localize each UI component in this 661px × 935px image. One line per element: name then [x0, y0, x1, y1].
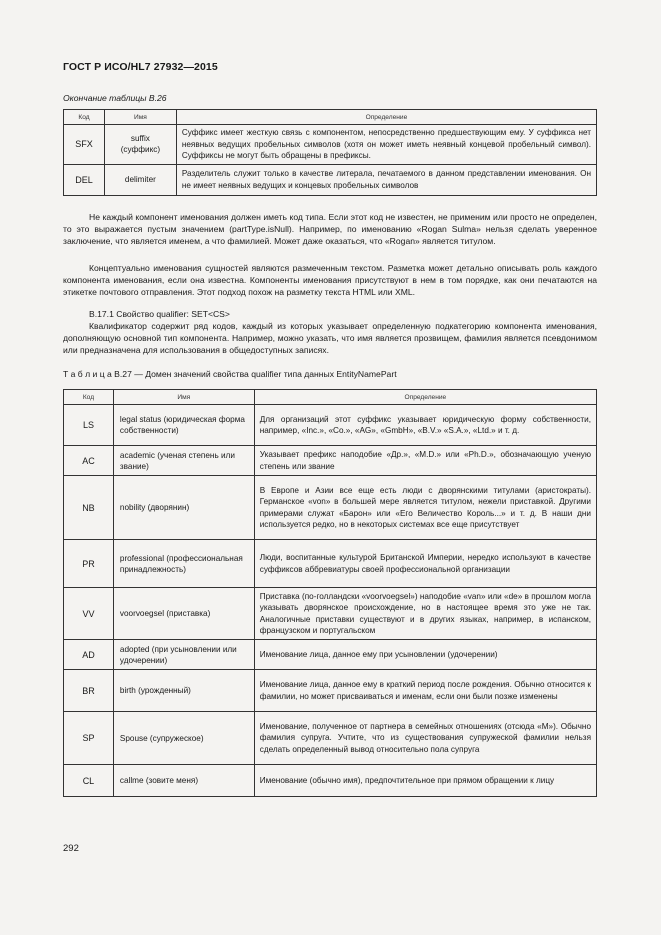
cell-definition: Именование лица, данное ему в краткий период после рождения. Обычно относится к фамилии, но может присваиваться и именам, если они были позже изменены	[254, 670, 596, 712]
cell-code: PR	[64, 540, 114, 588]
cell-name: nobility (дворянин)	[113, 476, 254, 540]
cell-code: VV	[64, 588, 114, 640]
section-heading: B.17.1 Свойство qualifier: SET<CS>	[89, 309, 230, 319]
table-row	[64, 476, 597, 540]
cell-definition: Разделитель служит только в качестве литерала, печатаемого в данном представлении именования. Он не имеет неявных ведущих и концевых пробельных символов	[176, 164, 596, 195]
table-row	[64, 446, 597, 476]
paragraph: Не каждый компонент именования должен иметь код типа. Если этот код не известен, не применим или просто не определен, то это выражается пустым значением (partType.isNull). Например, по именованию «Rogan Sulma» нельзя сделать уверенное заключение, что является именем, а что фамилией. Может даже оказаться, что «Rogan» является титулом.	[63, 212, 597, 247]
cell-name: professional (профессиональная принадлежность)	[113, 540, 254, 588]
table-row	[64, 670, 597, 712]
table-header-row	[64, 390, 597, 405]
cell-code: DEL	[64, 164, 105, 195]
cell-name: academic (ученая степень или звание)	[113, 446, 254, 476]
cell-name: voorvoegsel (приставка)	[113, 588, 254, 640]
column-header-name: Имя	[113, 390, 254, 405]
cell-definition: В Европе и Азии все еще есть люди с дворянскими титулами (аристократы). Германское «von» в большей мере является титулом, нежели приставкой. Другими примерами служат «Барон» или «Его Величество Король...» и т. д. В наши дни используется редко, но в некоторых системах все еще присутствует	[254, 476, 596, 540]
cell-code: LS	[64, 405, 114, 446]
cell-definition: Суффикс имеет жесткую связь с компонентом, непосредственно предшествующим ему. У суффикса нет неявных ведущих пробельных символов (хотя он может иметь неявный концевой пробельный символ). Суффиксы не могут быть обращены в префиксы.	[176, 125, 596, 165]
cell-code: BR	[64, 670, 114, 712]
cell-name: suffix (суффикс)	[104, 125, 176, 165]
cell-name: Spouse (супружеское)	[113, 712, 254, 765]
table-header-row	[64, 110, 597, 125]
cell-name: delimiter	[104, 164, 176, 195]
cell-code: AD	[64, 640, 114, 670]
cell-code: CL	[64, 765, 114, 797]
table-row	[64, 164, 597, 195]
table-row	[64, 712, 597, 765]
cell-definition: Приставка (по-голландски «voorvoegsel») наподобие «van» или «de» в прошлом могла указывать дворянское происхождение, но в настоящее время это уже не так. Аналогичные приставки существуют и в других языках, например, в испанском, французском и португальском	[254, 588, 596, 640]
paragraph: Квалификатор содержит ряд кодов, каждый из которых указывает определенную подкатегорию компонента именования, дополняющую основной тип компонента. Например, можно указать, что имя является прозвищем, фамилия является псевдонимом или предназначена для использования в общедоступных записях.	[63, 321, 597, 356]
page-header: ГОСТ Р ИСО/HL7 27932—2015	[63, 61, 218, 73]
table-row	[64, 540, 597, 588]
cell-definition: Для организаций этот суффикс указывает юридическую форму собственности, например, «Inc.», «Co.», «AG», «GmbH», «B.V.» «S.A.», «Ltd.» и т. д.	[254, 405, 596, 446]
cell-definition: Именование (обычно имя), предпочтительное при прямом обращении к лицу	[254, 765, 596, 797]
cell-definition: Люди, воспитанные культурой Британской Империи, нередко используют в качестве суффиксов аббревиатуры своей профессиональной организации	[254, 540, 596, 588]
cell-code: AC	[64, 446, 114, 476]
table-title: Т а б л и ц а B.27 — Домен значений свойства qualifier типа данных EntityNamePart	[63, 369, 397, 379]
cell-name: birth (урожденный)	[113, 670, 254, 712]
cell-name: callme (зовите меня)	[113, 765, 254, 797]
column-header-definition: Определение	[176, 110, 596, 125]
column-header-definition: Определение	[254, 390, 596, 405]
column-header-code: Код	[64, 390, 114, 405]
paragraph: Концептуально именования сущностей являются размеченным текстом. Разметка может детально описывать роль каждого компонента именования, если она известна. Компоненты именования присутствуют в нем в том порядке, как они печатаются на этикетке почтового отправления. Этот подход похож на разметку текста HTML или XML.	[63, 263, 597, 298]
cell-name: legal status (юридическая форма собственности)	[113, 405, 254, 446]
table-row	[64, 640, 597, 670]
cell-code: SP	[64, 712, 114, 765]
column-header-name: Имя	[104, 110, 176, 125]
table-row	[64, 765, 597, 797]
table-b27	[63, 389, 597, 797]
table-row	[64, 588, 597, 640]
table-b26	[63, 109, 597, 196]
page-number: 292	[63, 843, 79, 854]
cell-name: adopted (при усыновлении или удочерении)	[113, 640, 254, 670]
cell-definition: Указывает префикс наподобие «Др.», «M.D.» или «Ph.D.», обозначающую ученую степень или звание	[254, 446, 596, 476]
table-row	[64, 125, 597, 165]
cell-definition: Именование лица, данное ему при усыновлении (удочерении)	[254, 640, 596, 670]
table-continuation-caption: Окончание таблицы B.26	[63, 93, 167, 103]
cell-code: NB	[64, 476, 114, 540]
cell-definition: Именование, полученное от партнера в семейных отношениях (отсюда «M»). Обычно фамилия супруга. Учтите, что из существования супружеской фамилии нельзя сделать определенный вывод относительно пола супруга	[254, 712, 596, 765]
cell-code: SFX	[64, 125, 105, 165]
column-header-code: Код	[64, 110, 105, 125]
table-row	[64, 405, 597, 446]
